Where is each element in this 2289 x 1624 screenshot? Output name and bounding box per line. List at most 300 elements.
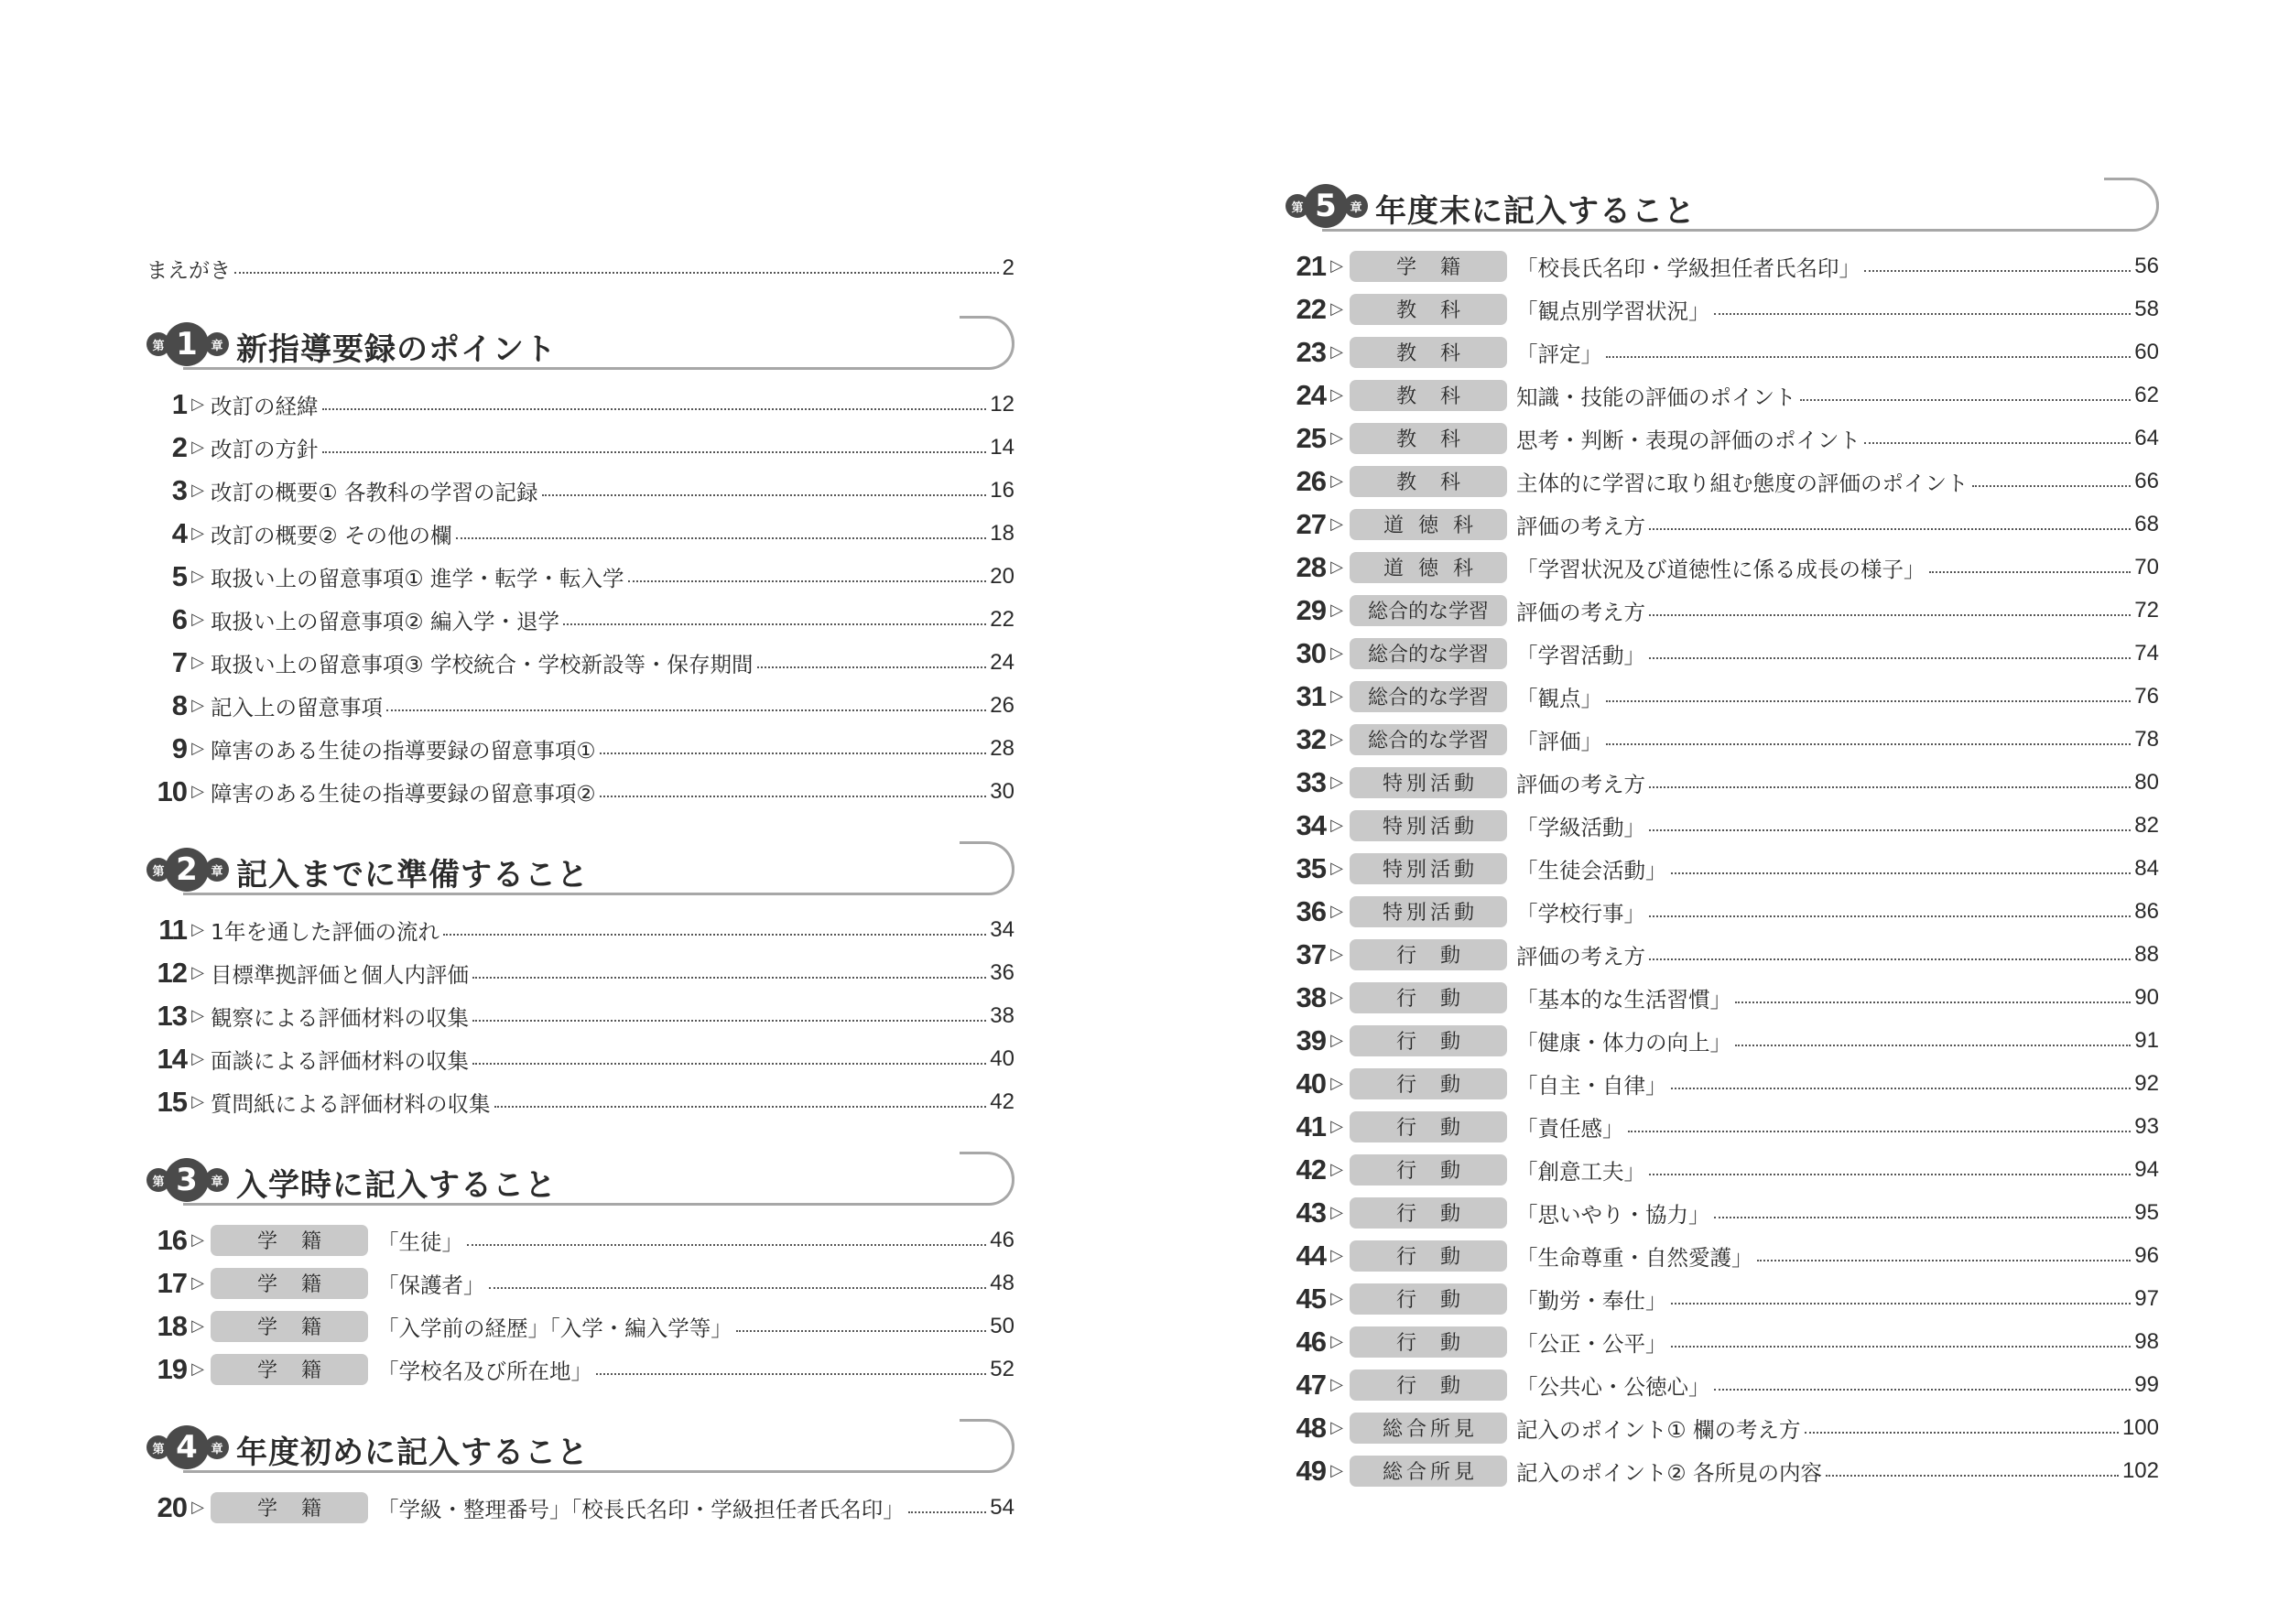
toc-entry[interactable] [146,908,1014,951]
arrow-icon: ▷ [191,1092,204,1111]
dot-leader [628,580,987,582]
entry-title: 評価の考え方 [1516,599,1645,625]
toc-entry[interactable] [146,512,1014,555]
toc-entry[interactable] [146,951,1014,994]
toc-entry[interactable] [1286,1019,2159,1062]
category-label: 教科 [1350,294,1507,325]
entry-number: 10 [157,774,187,807]
entry-title: 「公正・公平」 [1516,1330,1667,1357]
entry-title: 「校長氏名印・学級担任者氏名印」 [1516,254,1860,281]
toc-entry[interactable] [1286,244,2159,287]
category-label: 教科 [1350,466,1507,497]
dot-leader [908,1511,987,1513]
toc-entry[interactable] [146,426,1014,469]
toc-entry[interactable] [146,1080,1014,1123]
page-number: 34 [990,916,1014,942]
dot-leader [596,1373,986,1375]
toc-entry[interactable] [146,1261,1014,1305]
entry-number: 25 [1296,421,1326,454]
entry-number: 18 [157,1309,187,1342]
dot-leader [1606,356,2131,358]
toc-entry[interactable] [1286,890,2159,933]
entry-number: 28 [1296,550,1326,583]
page-number: 54 [990,1494,1014,1520]
entry-title: 思考・判断・表現の評価のポイント [1516,427,1860,453]
page-number: 72 [2134,597,2159,623]
entry-title: 「観点」 [1516,685,1602,711]
page-number: 30 [990,778,1014,804]
entry-title: 「責任感」 [1516,1115,1624,1142]
entry-number: 5 [171,559,187,592]
dot-leader [386,709,986,711]
dot-leader [1649,528,2131,530]
dot-leader [1826,1475,2119,1477]
dot-leader [1671,872,2132,874]
chapter-title: 年度初めに記入すること [236,1435,589,1471]
chapter-prefix: 第 [146,1435,170,1459]
page-number: 90 [2134,984,2159,1010]
chapter-badge [1286,184,1368,228]
entry-number: 12 [157,956,187,989]
arrow-icon: ▷ [1330,601,1343,620]
chapter-number: 5 [1304,184,1348,228]
toc-entry[interactable] [1286,1062,2159,1105]
arrow-icon: ▷ [191,782,204,801]
page-number: 74 [2134,640,2159,666]
page-number: 95 [2134,1199,2159,1225]
page-number: 50 [990,1313,1014,1338]
page-number: 62 [2134,382,2159,407]
dot-leader [234,272,999,274]
toc-entry[interactable] [1286,675,2159,718]
page-number: 100 [2121,1414,2159,1440]
dot-leader [1671,1088,2132,1089]
dot-leader [1649,958,2131,960]
page-number: 66 [2134,468,2159,493]
arrow-icon: ▷ [191,438,204,457]
entry-number: 34 [1296,808,1326,841]
entry-title: 「学級活動」 [1516,814,1645,840]
category-label: 総合所見 [1350,1413,1507,1444]
entry-title: 「思いやり・協力」 [1516,1201,1710,1228]
toc-entry[interactable] [146,469,1014,512]
arrow-icon: ▷ [1330,514,1343,534]
dot-leader [322,408,987,410]
page-number: 48 [990,1270,1014,1295]
arrow-icon: ▷ [191,653,204,672]
toc-entry[interactable] [146,1348,1014,1391]
page-number: 38 [990,1002,1014,1028]
entry-number: 2 [171,430,187,463]
entry-number: 33 [1296,765,1326,798]
page-number: 28 [990,735,1014,761]
entry-title: 「学習状況及び道徳性に係る成長の様子」 [1516,556,1926,582]
page-number: 24 [990,649,1014,675]
arrow-icon: ▷ [1330,1246,1343,1265]
chapter-number: 2 [165,848,209,892]
entry-title: 主体的に学習に取り組む態度の評価のポイント [1516,470,1969,496]
entry-number: 15 [157,1085,187,1118]
arrow-icon: ▷ [1330,902,1343,921]
entry-title: 「評定」 [1516,341,1602,367]
entry-number: 26 [1296,464,1326,497]
page-number: 22 [990,606,1014,632]
toc-entry[interactable] [1286,330,2159,374]
entry-title: 1年を通した評価の流れ [211,918,439,945]
page-number: 18 [990,520,1014,546]
arrow-icon: ▷ [191,1498,204,1517]
toc-entry[interactable] [146,641,1014,684]
page-number: 14 [990,434,1014,460]
entry-title: 「健康・体力の向上」 [1516,1029,1731,1056]
entry-title: 「入学前の経歴」「入学・編入学等」 [377,1315,732,1341]
toc-entry[interactable] [1286,546,2159,589]
arrow-icon: ▷ [1330,385,1343,405]
entry-title: 障害のある生徒の指導要録の留意事項② [211,780,596,807]
entry-number: 49 [1296,1454,1326,1487]
category-label: 行動 [1350,1326,1507,1358]
toc-entry[interactable] [146,555,1014,598]
page-number: 26 [990,692,1014,718]
toc-entry[interactable] [146,684,1014,727]
entry-number: 29 [1296,593,1326,626]
toc-entry[interactable] [1286,933,2159,976]
page-number: 93 [2134,1113,2159,1139]
toc-left-column [146,247,1014,1529]
entry-title: 改訂の経緯 [211,393,319,419]
chapter-list [146,308,1014,1529]
entry-number: 9 [171,731,187,764]
entry-number: 13 [157,999,187,1032]
dot-leader [494,1106,987,1108]
entry-title: 取扱い上の留意事項② 編入学・退学 [211,608,560,634]
entry-title: 「評価」 [1516,728,1602,754]
dot-leader [1606,700,2131,702]
arrow-icon: ▷ [191,1049,204,1068]
dot-leader [1671,1303,2132,1305]
entry-title: 改訂の概要② その他の欄 [211,522,452,548]
chapter-number: 4 [165,1425,209,1469]
toc-entry[interactable] [1286,761,2159,804]
toc-entry[interactable] [1286,847,2159,890]
page-number: 46 [990,1227,1014,1252]
arrow-icon: ▷ [1330,730,1343,749]
category-label: 行動 [1350,1025,1507,1056]
arrow-icon: ▷ [1330,428,1343,448]
toc-entry[interactable] [1286,1449,2159,1492]
arrow-icon: ▷ [1330,1031,1343,1050]
page-number: 97 [2134,1285,2159,1311]
dot-leader [1714,1217,2132,1218]
category-label: 行動 [1350,1111,1507,1142]
chapter-suffix: 章 [205,1435,229,1459]
entry-number: 46 [1296,1325,1326,1358]
category-label: 総合所見 [1350,1456,1507,1487]
page-number: 64 [2134,425,2159,450]
toc-entry[interactable] [1286,417,2159,460]
entry-number: 23 [1296,335,1326,368]
arrow-icon: ▷ [1330,945,1343,964]
page-number: 68 [2134,511,2159,536]
dot-leader [1649,657,2131,659]
arrow-icon: ▷ [1330,1160,1343,1179]
arrow-icon: ▷ [191,963,204,982]
chapter-number: 3 [165,1158,209,1202]
entry-title: 「公共心・公徳心」 [1516,1373,1710,1400]
arrow-icon: ▷ [1330,644,1343,663]
chapter-suffix: 章 [1344,194,1368,218]
arrow-icon: ▷ [1330,1289,1343,1308]
chapter-prefix: 第 [1286,194,1309,218]
dot-leader [1714,313,2132,315]
toc-entry[interactable] [1286,1363,2159,1406]
toc-right-column [1286,169,2159,1492]
arrow-icon: ▷ [191,1006,204,1025]
entry-number: 41 [1296,1110,1326,1142]
category-label: 道徳科 [1350,509,1507,540]
entry-number: 44 [1296,1239,1326,1272]
page-number: 2 [1002,255,1014,280]
page-number: 12 [990,391,1014,417]
dot-leader [1735,1001,2131,1003]
dot-leader [542,494,987,496]
entry-title: 「学習活動」 [1516,642,1645,668]
arrow-icon: ▷ [1330,558,1343,577]
arrow-icon: ▷ [1330,687,1343,706]
arrow-icon: ▷ [1330,773,1343,792]
dot-leader [757,666,987,668]
dot-leader [1735,1045,2131,1046]
entry-title: 「創意工夫」 [1516,1158,1645,1185]
page-number: 91 [2134,1027,2159,1053]
category-label: 行動 [1350,1068,1507,1099]
entry-number: 14 [157,1042,187,1075]
entry-number: 31 [1296,679,1326,712]
category-label: 特別活動 [1350,896,1507,927]
dot-leader [1864,442,2131,444]
entry-number: 43 [1296,1196,1326,1229]
dot-leader [472,977,986,979]
entry-number: 48 [1296,1411,1326,1444]
chapter-heading [146,308,1014,381]
toc-entry[interactable] [146,1486,1014,1529]
entry-title: 観察による評価材料の収集 [211,1004,469,1031]
chapter-title: 入学時に記入すること [236,1167,557,1204]
entry-title: まえがき [146,258,231,283]
toc-entry[interactable] [1286,804,2159,847]
category-label: 行動 [1350,1240,1507,1272]
toc-entry[interactable] [1286,503,2159,546]
category-label: 学籍 [211,1492,368,1523]
entry-title: 改訂の方針 [211,436,319,462]
dot-leader [1757,1260,2132,1261]
arrow-icon: ▷ [191,610,204,629]
toc-entry[interactable] [146,994,1014,1037]
entry-number: 1 [171,387,187,420]
entry-number: 47 [1296,1368,1326,1401]
entry-title: 質問紙による評価材料の収集 [211,1090,491,1117]
chapter-heading [146,833,1014,906]
toc-entry[interactable] [1286,1277,2159,1320]
entry-number: 20 [157,1490,187,1523]
entry-number: 16 [157,1223,187,1256]
page-number: 94 [2134,1156,2159,1182]
chapter-prefix: 第 [146,1168,170,1192]
entry-number: 35 [1296,851,1326,884]
page-number: 52 [990,1356,1014,1381]
page-number: 40 [990,1045,1014,1071]
arrow-icon: ▷ [1330,1203,1343,1222]
dot-leader [563,623,986,625]
dot-leader [472,1063,986,1065]
page-number: 92 [2134,1070,2159,1096]
arrow-icon: ▷ [1330,1461,1343,1480]
page-number: 78 [2134,726,2159,752]
toc-entry[interactable] [146,770,1014,813]
toc-entry-preface[interactable] [146,247,1014,289]
page-number: 42 [990,1088,1014,1114]
category-label: 学籍 [1350,251,1507,282]
entry-title: 目標準拠評価と個人内評価 [211,961,469,988]
chapter-title: 記入までに準備すること [236,857,589,893]
entry-title: 面談による評価材料の収集 [211,1047,469,1074]
page-number: 36 [990,959,1014,985]
toc-entry[interactable] [1286,460,2159,503]
toc-entry[interactable] [146,1218,1014,1261]
arrow-icon: ▷ [191,696,204,715]
entry-title: 「生命尊重・自然愛護」 [1516,1244,1753,1271]
category-label: 学籍 [211,1311,368,1342]
chapter-suffix: 章 [205,332,229,356]
chapter-suffix: 章 [205,1168,229,1192]
page-number: 96 [2134,1242,2159,1268]
entry-title: 改訂の概要① 各教科の学習の記録 [211,479,538,505]
toc-entry[interactable] [146,1037,1014,1080]
entry-title: 記入のポイント② 各所見の内容 [1516,1459,1823,1486]
entry-number: 30 [1296,636,1326,669]
category-label: 特別活動 [1350,810,1507,841]
toc-entry[interactable] [146,598,1014,641]
entry-title: 「生徒会活動」 [1516,857,1667,883]
dot-leader [1805,1432,2119,1434]
toc-entry[interactable] [1286,1105,2159,1148]
entry-title: 「学校行事」 [1516,900,1645,926]
entry-title: 「学校名及び所在地」 [377,1358,592,1384]
dot-leader [1606,743,2131,745]
toc-entry[interactable] [1286,1320,2159,1363]
dot-leader [600,752,987,754]
page-number: 98 [2134,1328,2159,1354]
toc-entry[interactable] [1286,718,2159,761]
arrow-icon: ▷ [1330,342,1343,362]
toc-entry[interactable] [1286,1234,2159,1277]
page-number: 70 [2134,554,2159,579]
entry-number: 17 [157,1266,187,1299]
entry-number: 37 [1296,937,1326,970]
dot-leader [1649,829,2131,831]
dot-leader [1929,571,2132,573]
chapter-badge [146,1425,229,1469]
entry-number: 4 [171,516,187,549]
page-number: 60 [2134,339,2159,364]
category-label: 総合的な学習 [1350,595,1507,626]
toc-entry[interactable] [1286,589,2159,632]
dot-leader [600,796,987,797]
entry-title: 「保護者」 [377,1272,485,1298]
toc-entry[interactable] [1286,374,2159,417]
category-label: 学籍 [211,1225,368,1256]
dot-leader [1800,399,2132,401]
category-label: 教科 [1350,423,1507,454]
category-label: 行動 [1350,1197,1507,1229]
toc-entry[interactable] [1286,1148,2159,1191]
category-label: 行動 [1350,982,1507,1013]
arrow-icon: ▷ [1330,471,1343,491]
toc-entry[interactable] [1286,632,2159,675]
page-number: 80 [2134,769,2159,795]
entry-title: 「学級・整理番号」「校長氏名印・学級担任者氏名印」 [377,1496,905,1522]
entry-number: 45 [1296,1282,1326,1315]
page-number: 86 [2134,898,2159,924]
category-label: 特別活動 [1350,853,1507,884]
arrow-icon: ▷ [1330,1117,1343,1136]
entry-title: 「勤労・奉仕」 [1516,1287,1667,1314]
chapter-prefix: 第 [146,332,170,356]
arrow-icon: ▷ [191,524,204,543]
page-number: 16 [990,477,1014,503]
arrow-icon: ▷ [1330,859,1343,878]
toc-entry[interactable] [1286,1406,2159,1449]
dot-leader [1972,485,2132,487]
dot-leader [456,537,987,539]
entry-title: 「自主・自律」 [1516,1072,1667,1099]
entry-number: 8 [171,688,187,721]
entry-number: 3 [171,473,187,506]
page-number: 82 [2134,812,2159,838]
toc-entry[interactable] [146,727,1014,770]
entry-title: 記入のポイント① 欄の考え方 [1516,1416,1801,1443]
toc-entry[interactable] [1286,976,2159,1019]
toc-entry[interactable] [146,1305,1014,1348]
entry-number: 21 [1296,249,1326,282]
dot-leader [1671,1346,2132,1348]
arrow-icon: ▷ [1330,816,1343,835]
arrow-icon: ▷ [1330,1418,1343,1437]
chapter-badge [146,322,229,366]
category-label: 教科 [1350,337,1507,368]
toc-entry[interactable] [1286,287,2159,330]
dot-leader [1649,786,2131,788]
category-label: 総合的な学習 [1350,724,1507,755]
entry-title: 評価の考え方 [1516,771,1645,797]
page-number: 20 [990,563,1014,589]
entry-number: 27 [1296,507,1326,540]
category-label: 総合的な学習 [1350,681,1507,712]
arrow-icon: ▷ [191,739,204,758]
arrow-icon: ▷ [191,1230,204,1250]
toc-entry[interactable] [146,383,1014,426]
entry-title: 評価の考え方 [1516,513,1645,539]
chapter-title: 年度末に記入すること [1375,193,1696,230]
arrow-icon: ▷ [1330,1332,1343,1351]
entry-number: 24 [1296,378,1326,411]
arrow-icon: ▷ [191,481,204,500]
entry-number: 6 [171,602,187,635]
entry-title: 記入上の留意事項 [211,694,383,720]
dot-leader [1628,1131,2132,1132]
page-number: 84 [2134,855,2159,881]
toc-entry[interactable] [1286,1191,2159,1234]
